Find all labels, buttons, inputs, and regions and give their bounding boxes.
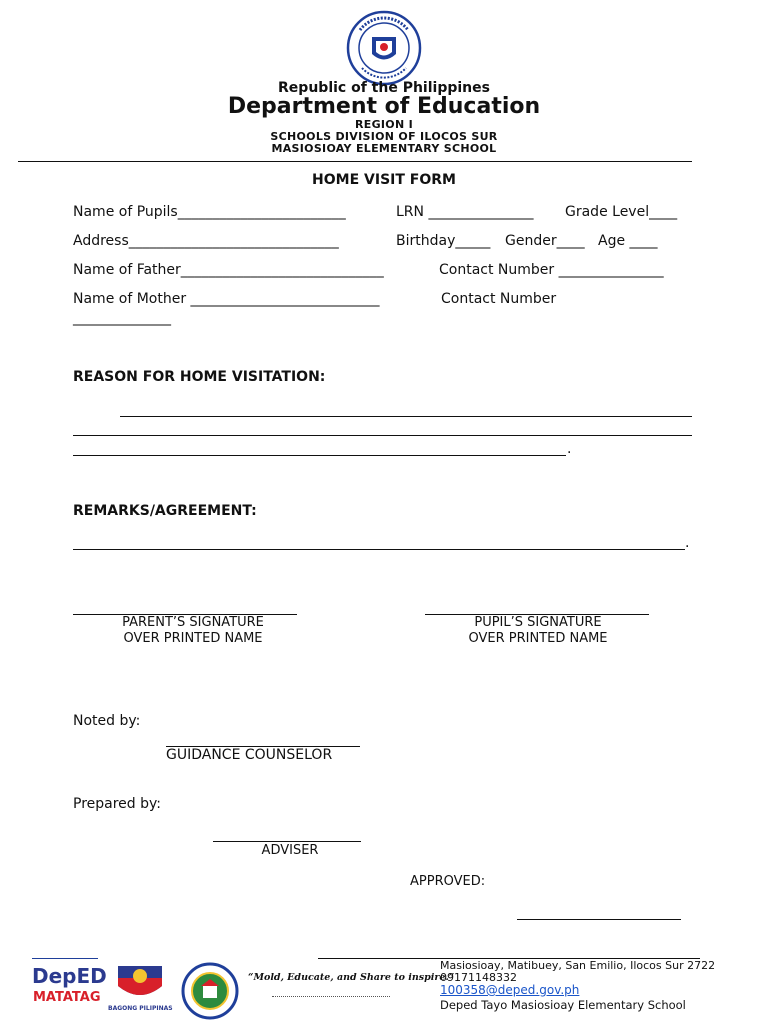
address-field[interactable]: Address______________________________ xyxy=(73,233,339,249)
lrn-field[interactable]: LRN _______________ xyxy=(396,204,534,220)
school-motto: “Mold, Educate, and Share to inspire.” xyxy=(248,972,455,983)
school-line: MASIOSIOAY ELEMENTARY SCHOOL xyxy=(271,142,497,155)
birthday-field[interactable]: Birthday_____ xyxy=(396,233,491,249)
motto-underline xyxy=(272,990,390,997)
prepared-by-label: Prepared by: xyxy=(73,796,161,812)
approved-signature-line[interactable] xyxy=(517,919,681,920)
deped-logo-text: DepED xyxy=(32,964,107,988)
mother-contact-label: Contact Number xyxy=(441,291,557,307)
remarks-end-mark: . xyxy=(685,535,690,551)
pupil-signature-sublabel: OVER PRINTED NAME xyxy=(468,631,608,646)
remarks-heading: REMARKS/AGREEMENT: xyxy=(73,503,257,519)
mother-contact-field[interactable]: ______________ xyxy=(73,310,171,326)
mother-name-field[interactable]: Name of Mother ___________________________ xyxy=(73,291,380,307)
grade-level-field[interactable]: Grade Level____ xyxy=(565,204,678,220)
matatag-logo-text: MATATAG xyxy=(33,990,101,1005)
father-name-field[interactable]: Name of Father_____________________________ xyxy=(73,262,384,278)
bagong-pilipinas-text: BAGONG PILIPINAS xyxy=(108,1005,173,1012)
school-facebook: Deped Tayo Masiosioay Elementary School xyxy=(440,998,686,1012)
deped-matatag-logo xyxy=(30,962,107,1018)
form-title: HOME VISIT FORM xyxy=(312,172,456,188)
reason-line-3[interactable] xyxy=(73,455,566,456)
department-title: Department of Education xyxy=(227,94,541,119)
school-address: Masiosioay, Matibuey, San Emilio, Ilocos Sur 2722 xyxy=(440,959,716,972)
age-field[interactable]: Age ____ xyxy=(598,233,658,249)
pupil-signature-label: PUPIL’S SIGNATURE xyxy=(474,615,602,630)
gender-field[interactable]: Gender____ xyxy=(505,233,585,249)
reason-end-mark: . xyxy=(567,441,572,457)
header-divider xyxy=(18,161,692,162)
reason-line-1[interactable] xyxy=(120,416,692,417)
parent-signature-label: PARENT’S SIGNATURE xyxy=(122,615,264,630)
approved-label: APPROVED: xyxy=(410,874,486,889)
republic-line: Republic of the Philippines xyxy=(278,80,490,96)
adviser-label: ADVISER xyxy=(261,843,319,858)
division-line: SCHOOLS DIVISION OF ILOCOS SUR xyxy=(270,130,498,143)
remarks-line[interactable] xyxy=(73,549,685,550)
region-line: REGION I xyxy=(355,118,413,131)
guidance-counselor-label: GUIDANCE COUNSELOR xyxy=(166,747,333,763)
name-of-pupils-field[interactable]: Name of Pupils________________________ xyxy=(73,204,346,220)
parent-signature-sublabel: OVER PRINTED NAME xyxy=(123,631,263,646)
adviser-signature-line[interactable] xyxy=(213,841,361,842)
reason-line-2[interactable] xyxy=(73,435,692,436)
father-contact-field[interactable]: Contact Number _______________ xyxy=(439,262,664,278)
bagong-pilipinas-emblem-icon xyxy=(108,960,172,1006)
bagong-pilipinas-logo xyxy=(108,960,172,1020)
school-seal-icon xyxy=(180,962,240,1020)
school-phone: 09171148332 xyxy=(440,971,517,984)
reason-heading: REASON FOR HOME VISITATION: xyxy=(73,369,326,385)
deped-seal-logo xyxy=(346,10,422,86)
footer-divider-left xyxy=(32,958,98,959)
school-email-link[interactable]: 100358@deped.gov.ph xyxy=(440,983,580,997)
noted-by-label: Noted by: xyxy=(73,713,141,729)
